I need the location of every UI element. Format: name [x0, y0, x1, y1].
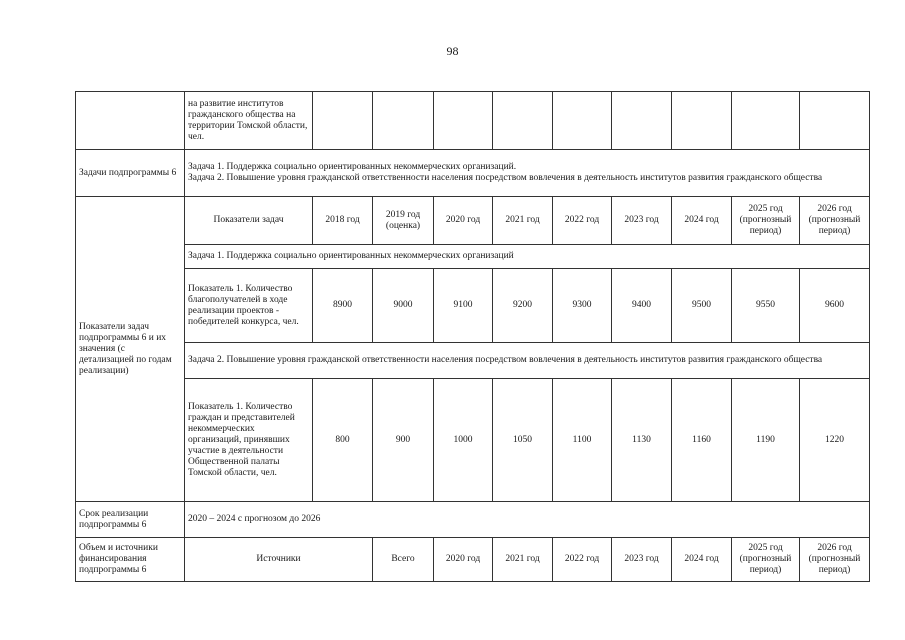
task-1-text: Задача 1. Поддержка социально ориентированных некоммерческих организаций.	[188, 162, 517, 172]
tasks-row	[76, 150, 870, 197]
indicator-value: 1050	[493, 379, 553, 502]
empty-cell	[800, 92, 870, 150]
indicator-value: 800	[313, 379, 373, 502]
year-header: 2020 год	[434, 197, 493, 245]
indicator-value: 1130	[612, 379, 672, 502]
year-header: 2019 год (оценка)	[373, 197, 434, 245]
year-header: 2023 год	[612, 538, 672, 582]
year-header: 2021 год	[493, 197, 553, 245]
indicator-value: 9400	[612, 269, 672, 343]
year-header: 2024 год	[672, 197, 732, 245]
funding-header-row	[76, 538, 870, 582]
indicator-value: 1160	[672, 379, 732, 502]
indicator-1-name: Показатель 1. Количество благополучателей в ходе реализации проектов - победителей конкурса, чел.	[185, 269, 313, 343]
indicator-value: 1000	[434, 379, 493, 502]
empty-cell	[732, 92, 800, 150]
subprogram-passport-table	[75, 91, 870, 582]
indicator-value: 1100	[553, 379, 612, 502]
empty-cell	[313, 92, 373, 150]
indicator-value: 9500	[672, 269, 732, 343]
empty-cell	[553, 92, 612, 150]
empty-cell	[612, 92, 672, 150]
page-number: 98	[446, 44, 459, 58]
year-header: 2025 год (прогнозный период)	[732, 538, 800, 582]
term-label: Срок реализации подпрограммы 6	[76, 502, 185, 538]
indicator-1-row	[76, 269, 870, 343]
indicator-value: 1190	[732, 379, 800, 502]
year-header: 2026 год (прогнозный период)	[800, 197, 870, 245]
indicator-value: 9550	[732, 269, 800, 343]
empty-cell	[493, 92, 553, 150]
indicator-2-row	[76, 379, 870, 502]
continuation-label-cell	[76, 92, 185, 150]
year-header: 2022 год	[553, 538, 612, 582]
year-header: 2024 год	[672, 538, 732, 582]
indicator-value: 9200	[493, 269, 553, 343]
indicator-value: 8900	[313, 269, 373, 343]
task-1-title-row	[76, 245, 870, 269]
empty-cell	[373, 92, 434, 150]
tasks-label: Задачи подпрограммы 6	[76, 150, 185, 197]
year-header: 2020 год	[434, 538, 493, 582]
indicator-value: 1220	[800, 379, 870, 502]
term-row	[76, 502, 870, 538]
empty-cell	[434, 92, 493, 150]
year-header: 2025 год (прогнозный период)	[732, 197, 800, 245]
indicator-value: 900	[373, 379, 434, 502]
indicator-value: 9100	[434, 269, 493, 343]
funding-sources-header: Источники	[185, 538, 373, 582]
tasks-content	[185, 150, 870, 197]
continuation-text: на развитие институтов гражданского общества на территории Томской области, чел.	[185, 92, 313, 150]
task-1-title: Задача 1. Поддержка социально ориентированных некоммерческих организаций	[185, 245, 870, 269]
funding-total-header: Всего	[373, 538, 434, 582]
indicator-value: 9000	[373, 269, 434, 343]
funding-label: Объем и источники финансирования подпрограммы 6	[76, 538, 185, 582]
indicator-value: 9600	[800, 269, 870, 343]
year-header: 2018 год	[313, 197, 373, 245]
task-2-text: Задача 2. Повышение уровня гражданской ответственности населения посредством вовлечения в деятельность институтов развития гражданского общества	[188, 173, 823, 183]
indicators-label: Показатели задач подпрограммы 6 и их значения (с детализацией по годам реализации)	[76, 197, 185, 502]
indicator-value: 9300	[553, 269, 612, 343]
term-value: 2020 – 2024 с прогнозом до 2026	[185, 502, 870, 538]
year-header: 2023 год	[612, 197, 672, 245]
task-2-title: Задача 2. Повышение уровня гражданской ответственности населения посредством вовлечения в деятельность институтов развития гражданского общества	[185, 343, 870, 379]
indicators-header-name: Показатели задач	[185, 197, 313, 245]
year-header: 2021 год	[493, 538, 553, 582]
year-header: 2022 год	[553, 197, 612, 245]
continuation-row	[76, 92, 870, 150]
indicators-header-row	[76, 197, 870, 245]
task-2-title-row	[76, 343, 870, 379]
empty-cell	[672, 92, 732, 150]
year-header: 2026 год (прогнозный период)	[800, 538, 870, 582]
indicator-2-name: Показатель 1. Количество граждан и представителей некоммерческих организаций, принявших участие в деятельности Общественной палаты Томской области, чел.	[185, 379, 313, 502]
